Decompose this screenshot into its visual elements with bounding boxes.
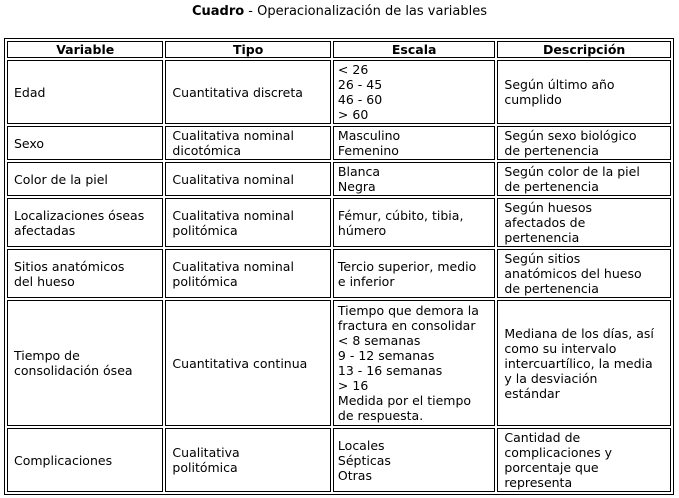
cell-line: Blanca [337,164,381,179]
table-row [7,126,671,160]
caption-text: - Operacionalización de las variables [244,4,488,19]
cell-line: Cualitativa nominal [172,171,294,187]
table-row [7,249,671,298]
cell-descripcion [497,249,671,298]
cell-line: Cualitativa [172,445,240,460]
cell-line: Según huesos [504,200,592,215]
cell-tipo [165,428,331,492]
header-row [7,41,671,58]
cell-line: Tercio superior, medio [337,258,477,274]
table-row [7,162,671,196]
cell-escala [333,60,495,124]
cell-variable [7,428,163,492]
cell-descripcion [497,126,671,160]
cell-line: Fémur, cúbito, tibia, [337,207,464,223]
table-row [7,428,671,492]
cell-descripcion [497,198,671,247]
cell-line: < 8 semanas [337,333,421,348]
cell-line: Medida por el tiempo [337,393,472,408]
cell-line: de pertenencia [504,281,599,296]
cell-line: Negra [337,179,376,194]
cell-line: Otras [337,467,372,483]
cell-line: consolidación ósea [14,363,133,378]
cell-line: cumplido [504,92,562,107]
cell-line: Complicaciones [14,452,113,468]
cell-descripcion [497,60,671,124]
cell-line: húmero [337,222,387,238]
cell-line: politómica [172,222,238,238]
cell-line: Cuantitativa discreta [172,84,303,100]
cell-tipo [165,126,331,160]
cell-line: dicotómica [172,143,242,158]
cell-line: como su intervalo [504,340,617,356]
cell-line: estándar [504,385,560,401]
cell-line: 46 - 60 [337,92,383,107]
cell-escala [333,428,495,492]
cell-line: afectadas [14,222,76,238]
cell-line: afectados de [504,215,586,230]
cell-line: Cuantitativa continua [172,355,308,371]
cell-line: < 26 [337,62,369,77]
cell-line: > 60 [337,107,369,122]
cell-line: Tiempo que demora la [337,303,479,318]
cell-line: Edad [14,84,46,100]
cell-line: Localizaciones óseas [14,207,145,223]
cell-line: Cualitativa nominal [172,207,294,223]
cell-line: Locales [337,437,385,453]
header-descripcion: Descripción [497,41,671,58]
cell-tipo [165,60,331,124]
cell-line: Cualitativa nominal [172,258,294,274]
cell-descripcion [497,300,671,426]
cell-line: Color de la piel [14,171,108,187]
cell-escala [333,300,495,426]
cell-variable [7,126,163,160]
cell-escala [333,126,495,160]
cell-variable [7,60,163,124]
cell-tipo [165,300,331,426]
cell-escala [333,198,495,247]
cell-line: Mediana de los días, así [504,325,654,341]
cell-line: de respuesta. [337,408,424,423]
cell-line: Cantidad de [504,430,581,445]
cell-line: Según último año [504,77,615,92]
cell-line: Según sitios [504,251,581,266]
cell-line: > 16 [337,378,369,393]
table-row [7,198,671,247]
cell-line: y la desviación [504,370,598,386]
header-variable: Variable [7,41,163,58]
cell-descripcion [497,162,671,196]
variables-table [4,38,674,495]
cell-line: representa [504,475,573,490]
cell-variable [7,249,163,298]
cell-escala [333,249,495,298]
cell-variable [7,198,163,247]
cell-line: fractura en consolidar [337,318,476,333]
cell-line: de pertenencia [504,179,599,194]
cell-line: Según sexo biológico [504,128,637,143]
cell-line: porcentaje que [504,460,599,475]
cell-line: anatómicos del hueso [504,266,642,281]
cell-tipo [165,198,331,247]
cell-line: Tiempo de [14,348,80,363]
caption-bold: Cuadro [191,4,245,19]
cell-escala [333,162,495,196]
cell-line: Masculino [337,128,401,143]
cell-tipo [165,249,331,298]
cell-line: pertenencia [504,230,580,245]
header-tipo: Tipo [165,41,331,58]
cell-line: e inferior [337,273,395,289]
cell-variable [7,300,163,426]
cell-line: Sitios anatómicos [14,258,125,274]
cell-line: complicaciones y [504,445,612,460]
cell-descripcion [497,428,671,492]
cell-line: Sexo [14,135,45,151]
cell-line: Según color de la piel [504,164,640,179]
cell-variable [7,162,163,196]
header-escala: Escala [333,41,495,58]
cell-line: intercuartílico, la media [504,355,653,371]
table-row [7,60,671,124]
cell-tipo [165,162,331,196]
table-caption [0,4,679,20]
cell-line: politómica [172,460,238,475]
cell-line: de pertenencia [504,143,599,158]
cell-line: 13 - 16 semanas [337,363,443,378]
cell-line: del hueso [14,273,75,289]
cell-line: politómica [172,273,238,289]
cell-line: Cualitativa nominal [172,128,294,143]
cell-line: Femenino [337,143,399,158]
cell-line: Sépticas [337,452,391,468]
table-row [7,300,671,426]
cell-line: 26 - 45 [337,77,383,92]
cell-line: 9 - 12 semanas [337,348,435,363]
